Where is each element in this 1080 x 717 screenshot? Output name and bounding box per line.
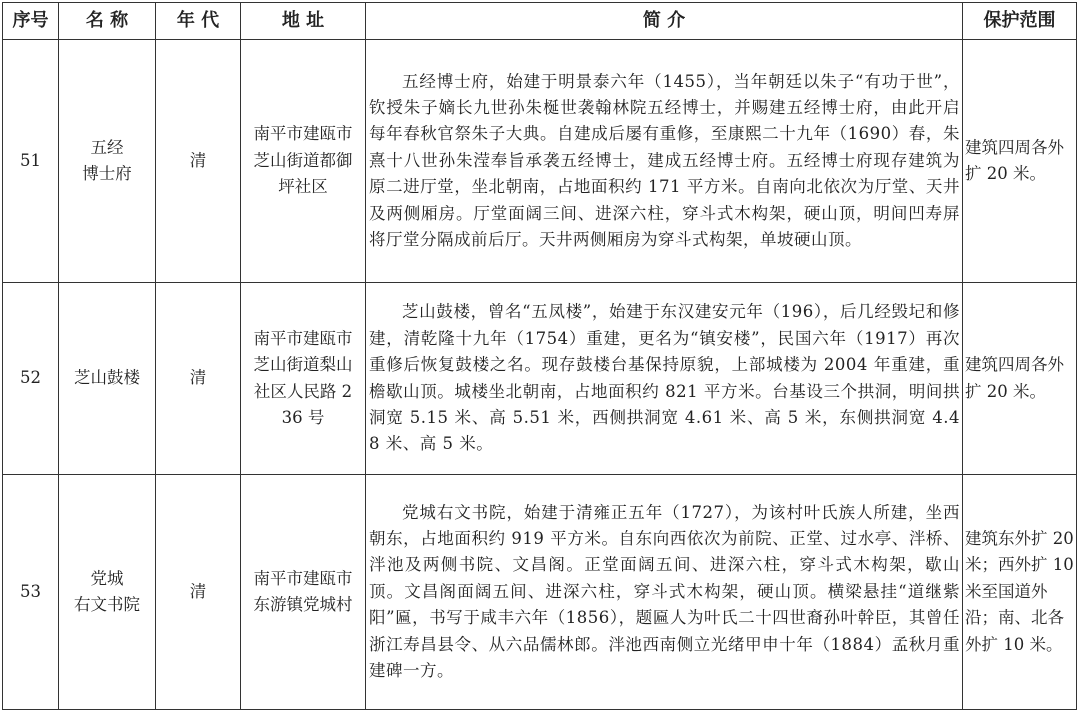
cell-name: 党城 右文书院 (59, 475, 156, 710)
cell-intro: 芝山鼓楼，曾名“五凤楼”，始建于东汉建安元年（196），后几经毁圮和修建，清乾隆十九年（1754）重建，更名为“镇安楼”，民国六年（1917）再次重修后恢复鼓楼之名。现存鼓楼台基保持原貌，上部城楼为 2004 年重建，重檐歇山顶。城楼坐北朝南，占地面积约 821 平方米。台基设三个拱洞，明间拱洞宽 5.15 米、高 5.51 米，西侧拱洞宽 4.61 米、高 5 米，东侧拱洞宽 4.48 米、高 5 米。 (366, 283, 963, 475)
heritage-table (2, 2, 1077, 710)
cell-address: 南平市建瓯市芝山街道梨山社区人民路 236 号 (241, 283, 366, 475)
cell-name: 五经 博士府 (59, 40, 156, 283)
cell-scope: 建筑四周各外扩 20 米。 (963, 40, 1077, 283)
cell-era: 清 (156, 283, 241, 475)
cell-address: 南平市建瓯市芝山街道都御坪社区 (241, 40, 366, 283)
table-row (3, 283, 1077, 475)
cell-scope: 建筑四周各外扩 20 米。 (963, 283, 1077, 475)
header-row (3, 3, 1077, 40)
header-address: 地 址 (241, 3, 366, 40)
cell-era: 清 (156, 475, 241, 710)
cell-scope: 建筑东外扩 20 米；西外扩 10 米至国道外沿；南、北各外扩 10 米。 (963, 475, 1077, 710)
table-row (3, 40, 1077, 283)
cell-name: 芝山鼓楼 (59, 283, 156, 475)
table-row (3, 475, 1077, 710)
cell-intro: 五经博士府，始建于明景泰六年（1455），当年朝廷以朱子“有功于世”，钦授朱子嫡长九世孙朱梴世袭翰林院五经博士，并赐建五经博士府，由此开启每年春秋官祭朱子大典。自建成后屡有重修，至康熙二十九年（1690）春，朱熹十八世孙朱滢奉旨承袭五经博士，建成五经博士府。五经博士府现存建筑为原二进厅堂，坐北朝南，占地面积约 171 平方米。自南向北依次为厅堂、天井及两侧厢房。厅堂面阔三间、进深六柱，穿斗式木构架，硬山顶，明间凹寿屏将厅堂分隔成前后厅。天井两侧厢房为穿斗式构架，单坡硬山顶。 (366, 40, 963, 283)
cell-address: 南平市建瓯市东游镇党城村 (241, 475, 366, 710)
header-era: 年 代 (156, 3, 241, 40)
cell-intro: 党城右文书院，始建于清雍正五年（1727），为该村叶氏族人所建，坐西朝东，占地面积约 919 平方米。自东向西依次为前院、正堂、过水亭、泮桥、泮池及两侧书院、文昌阁。正堂面阔五间、进深六柱，穿斗式木构架，歇山顶。文昌阁面阔五间、进深六柱，穿斗式木构架，硬山顶。横梁悬挂“道继紫阳”匾，书写于咸丰六年（1856），题匾人为叶氏二十四世裔孙叶幹臣，其曾任浙江寿昌县令、从六品儒林郎。泮池西南侧立光绪甲申十年（1884）孟秋月重建碑一方。 (366, 475, 963, 710)
header-name: 名 称 (59, 3, 156, 40)
cell-era: 清 (156, 40, 241, 283)
cell-no: 52 (3, 283, 59, 475)
cell-no: 51 (3, 40, 59, 283)
header-scope: 保护范围 (963, 3, 1077, 40)
cell-no: 53 (3, 475, 59, 710)
header-intro: 简 介 (366, 3, 963, 40)
header-no: 序号 (3, 3, 59, 40)
